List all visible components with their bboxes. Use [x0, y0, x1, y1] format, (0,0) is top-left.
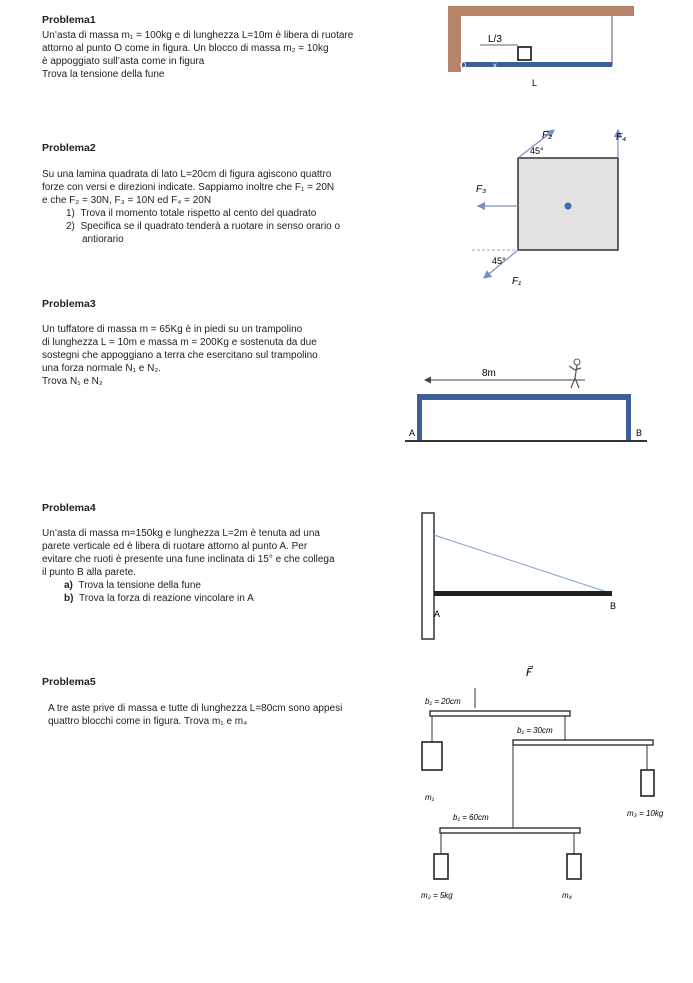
- block-m2: [434, 854, 448, 879]
- text-line: e che F₂ = 30N, F₃ = 10N ed F₄ = 20N: [42, 195, 212, 206]
- problem2-text: [42, 168, 340, 246]
- text-line: Trova la tensione della fune: [42, 69, 165, 80]
- block: [518, 47, 531, 60]
- text-line: è appoggiato sull’asta come in figura: [42, 56, 205, 67]
- problem2-title: Problema2: [42, 142, 96, 154]
- label-m2: m₂ = 5kg: [421, 891, 453, 900]
- label-m4: m₄: [562, 891, 572, 900]
- text-line: Trova N₁ e N₂: [42, 376, 103, 387]
- label-l3: L/3: [488, 34, 502, 45]
- label-b: B: [636, 428, 643, 438]
- list-item: 2) Specifica se il quadrato tenderà a ruotare in senso orario o: [66, 221, 341, 232]
- text-line: evitare che ruoti è presente una fune inclinata di 15° e che collega: [42, 554, 335, 565]
- diver-icon: [569, 359, 581, 388]
- block-m4: [567, 854, 581, 879]
- center-point: [565, 203, 572, 210]
- label-f2: F₂: [542, 130, 552, 141]
- problem1-figure: [440, 4, 640, 94]
- text-line: antiorario: [82, 234, 124, 245]
- list-item: b) Trova la forza di reazione vincolare in A: [64, 593, 254, 604]
- text-line: attorno al punto O come in figura. Un blocco di massa m₂ = 10kg: [42, 43, 329, 54]
- block-m3: [641, 770, 654, 796]
- text-line: Un’asta di massa m₁ = 100kg e di lunghezza L=10m è libera di ruotare: [42, 30, 354, 41]
- beam: [434, 591, 612, 596]
- text-line: forze con versi e direzioni indicate. Sappiamo inoltre che F₁ = 20N: [42, 182, 335, 193]
- problem3-text: [42, 323, 318, 388]
- text-line: sostegni che appoggiano a terra che esercitano sul trampolino: [42, 350, 318, 361]
- problem5-figure: [405, 660, 690, 910]
- text-line: Un tuffatore di massa m = 65Kg è in piedi su un trampolino: [42, 324, 303, 335]
- list-item: 1) Trova il momento totale rispetto al cento del quadrato: [66, 208, 317, 219]
- ceiling-beam: [448, 6, 634, 16]
- support-a: [417, 394, 422, 440]
- label-a: A: [409, 428, 416, 438]
- label-a: A: [434, 609, 441, 619]
- label-f4: F₄: [616, 132, 627, 143]
- problem3-title: Problema3: [42, 298, 96, 310]
- rod-middle: [513, 740, 653, 745]
- label-o: O: [460, 61, 467, 70]
- text-line: Su una lamina quadrata di lato L=20cm di figura agiscono quattro: [42, 169, 332, 180]
- rod-bottom: [440, 828, 580, 833]
- support-b: [626, 394, 631, 440]
- board: [417, 394, 631, 400]
- problem4-title: Problema4: [42, 502, 96, 514]
- text-line: parete verticale ed è libera di ruotare attorno al punto A. Per: [42, 541, 308, 552]
- label-f1: F₁: [512, 276, 522, 287]
- label-b1-mid: b₁ = 30cm: [517, 726, 553, 735]
- problem3-figure: [395, 348, 655, 458]
- problem2-figure: [470, 126, 650, 296]
- problem4-figure: [410, 505, 630, 645]
- text-line: una forza normale N₁ e N₂.: [42, 363, 161, 374]
- text-line: di lunghezza L = 10m e massa m = 200Kg e sostenuta da due: [42, 337, 317, 348]
- label-l: L: [532, 78, 538, 88]
- label-length: 8m: [482, 368, 496, 379]
- rod-top: [430, 711, 570, 716]
- text-line: Un’asta di massa m=150kg e lunghezza L=2m è tenuta ad una: [42, 528, 320, 539]
- label-b: B: [610, 601, 617, 611]
- problem4-text: [42, 527, 335, 605]
- label-angle-top: 45°: [530, 146, 544, 156]
- block-m1: [422, 742, 442, 770]
- text-line: quattro blocchi come in figura. Trova m₁ e m₄: [48, 716, 248, 727]
- list-item: a) Trova la tensione della fune: [64, 580, 201, 591]
- problem1-text: [42, 29, 353, 81]
- text-line: il punto B alla parete.: [42, 567, 136, 578]
- cable: [434, 535, 610, 593]
- vertical-wall: [422, 513, 434, 639]
- label-b1-bottom: b₁ = 60cm: [453, 813, 489, 822]
- label-f3: F₃: [476, 184, 487, 195]
- problem5-text: [48, 702, 342, 728]
- label-m3: m₃ = 10kg: [627, 809, 664, 818]
- label-f: F⃗: [526, 667, 533, 679]
- label-m1: m₁: [425, 793, 435, 802]
- label-b1-top: b₁ = 20cm: [425, 697, 461, 706]
- label-angle-bottom: 45°: [492, 256, 506, 266]
- rod: [462, 62, 612, 67]
- text-line: A tre aste prive di massa e tutte di lunghezza L=80cm sono appesi: [48, 703, 343, 714]
- problem1-title: Problema1: [42, 14, 96, 26]
- label-x: x: [493, 61, 497, 70]
- problem5-title: Problema5: [42, 676, 96, 688]
